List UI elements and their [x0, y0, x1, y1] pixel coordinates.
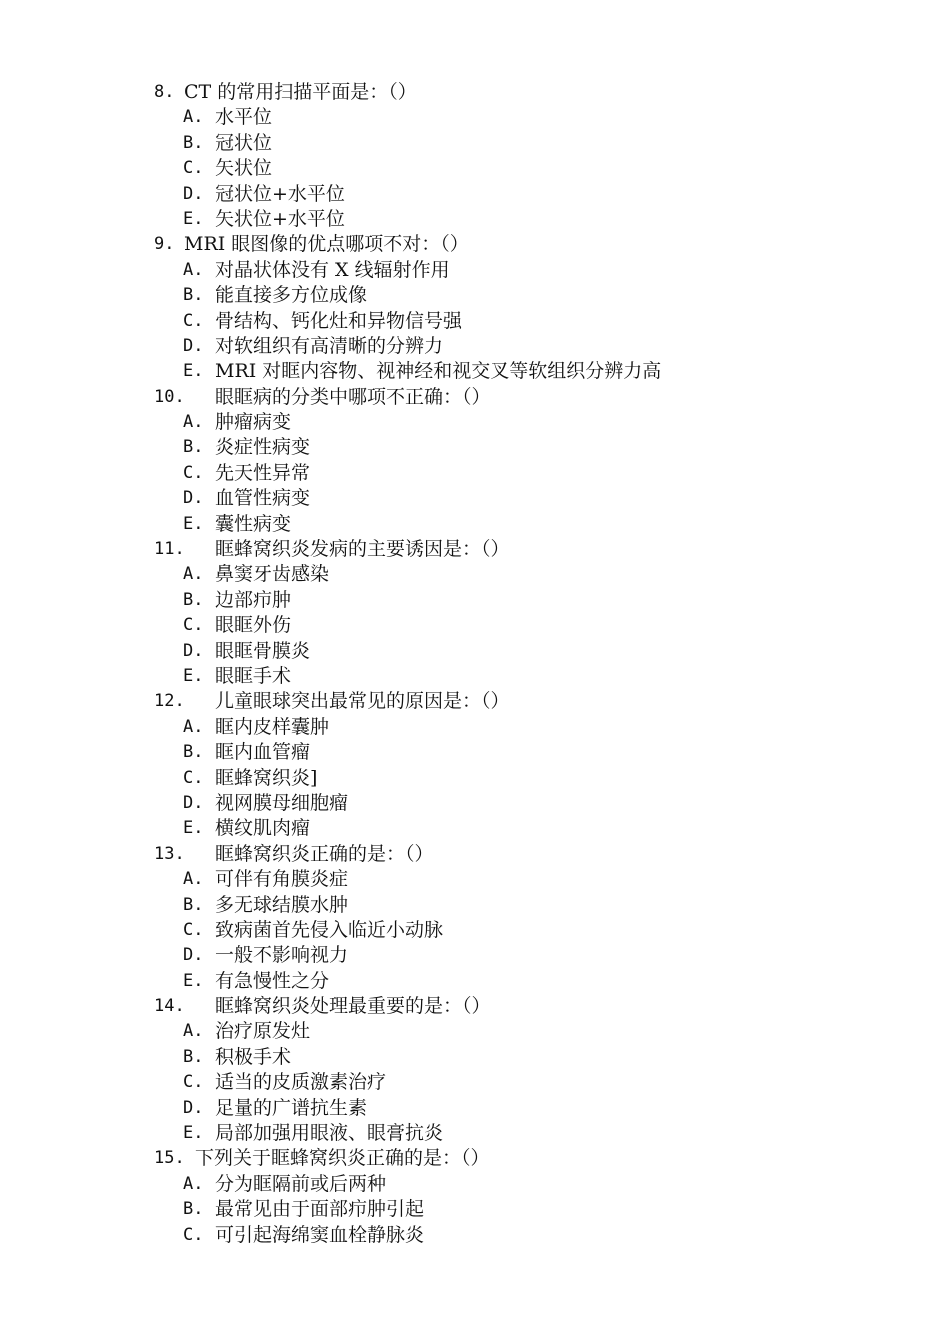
option-letter: A. — [183, 1173, 204, 1194]
option-text: 视网膜母细胞瘤 — [215, 791, 349, 814]
option-text: 对晶状体没有 X 线辐射作用 — [215, 258, 450, 281]
question-number: 15. — [154, 1148, 185, 1169]
option-item — [154, 588, 661, 613]
option-letter: C. — [183, 767, 204, 788]
option-item — [154, 918, 661, 943]
option-letter: E. — [183, 665, 204, 686]
option-text: 冠状位 — [215, 131, 273, 154]
option-text: 眼眶外伤 — [215, 614, 292, 637]
option-letter: D. — [183, 945, 204, 966]
option-text: 水平位 — [215, 106, 273, 129]
option-text: 矢状位 — [215, 157, 273, 180]
option-letter: A. — [183, 869, 204, 890]
option-text: 眶蜂窝织炎] — [215, 766, 318, 789]
option-item — [154, 410, 661, 435]
option-item — [154, 664, 661, 689]
option-text: 足量的广谱抗生素 — [215, 1096, 368, 1119]
question-stem — [154, 689, 661, 714]
option-item — [154, 1197, 661, 1222]
option-letter: D. — [183, 183, 204, 204]
option-letter: B. — [183, 1046, 204, 1067]
question-number: 14. — [154, 996, 185, 1017]
option-letter: E. — [183, 513, 204, 534]
option-text: 有急慢性之分 — [215, 969, 330, 992]
question-text: CT 的常用扫描平面是：（） — [184, 81, 417, 103]
option-item — [154, 105, 661, 130]
question-stem — [154, 537, 661, 562]
question-number: 11. — [154, 539, 185, 560]
option-letter: B. — [183, 589, 204, 610]
option-text: 适当的皮质激素治疗 — [215, 1071, 387, 1094]
option-text: 能直接多方位成像 — [215, 284, 368, 307]
option-letter: E. — [183, 361, 204, 382]
option-item — [154, 334, 661, 359]
option-letter: B. — [183, 742, 204, 763]
option-item — [154, 435, 661, 460]
question-text: 下列关于眶蜂窝织炎正确的是：（） — [195, 1147, 490, 1170]
option-letter: A. — [183, 716, 204, 737]
option-text: 眶内皮样囊肿 — [215, 715, 330, 738]
option-text: 眶内血管瘤 — [215, 741, 311, 764]
option-item — [154, 766, 661, 791]
option-text: 矢状位+水平位 — [215, 207, 345, 230]
option-letter: A. — [183, 107, 204, 128]
question-stem — [154, 994, 661, 1019]
question-list — [154, 80, 661, 1248]
option-letter: A. — [183, 564, 204, 585]
option-item — [154, 791, 661, 816]
option-letter: C. — [183, 1072, 204, 1093]
option-item — [154, 613, 661, 638]
option-letter: A. — [183, 259, 204, 280]
option-item — [154, 131, 661, 156]
option-letter: E. — [183, 1123, 204, 1144]
option-item — [154, 1019, 661, 1044]
option-text: 炎症性病变 — [215, 436, 311, 459]
option-text: 最常见由于面部疖肿引起 — [215, 1198, 425, 1221]
option-item — [154, 461, 661, 486]
option-item — [154, 1096, 661, 1121]
option-text: 骨结构、钙化灶和异物信号强 — [215, 309, 463, 332]
option-letter: C. — [183, 462, 204, 483]
option-item — [154, 283, 661, 308]
option-item — [154, 182, 661, 207]
option-text: 局部加强用眼液、眼膏抗炎 — [215, 1122, 444, 1145]
question-stem — [154, 80, 661, 105]
question-text: MRI 眼图像的优点哪项不对：（） — [184, 233, 469, 256]
option-item — [154, 156, 661, 181]
option-letter: B. — [183, 132, 204, 153]
option-text: 眼眶手术 — [215, 664, 292, 687]
option-text: 一般不影响视力 — [215, 944, 349, 967]
option-letter: B. — [183, 894, 204, 915]
question-text: 眼眶病的分类中哪项不正确：（） — [215, 385, 491, 408]
question-number: 13. — [154, 843, 185, 864]
option-text: 积极手术 — [215, 1045, 292, 1068]
option-item — [154, 1223, 661, 1248]
option-text: MRI 对眶内容物、视神经和视交叉等软组织分辨力高 — [215, 360, 662, 383]
option-text: 冠状位+水平位 — [215, 182, 345, 205]
option-text: 可引起海绵窦血栓静脉炎 — [215, 1223, 425, 1246]
option-text: 血管性病变 — [215, 487, 311, 510]
option-text: 分为眶隔前或后两种 — [215, 1172, 387, 1195]
question-stem — [154, 385, 661, 410]
option-letter: A. — [183, 1021, 204, 1042]
option-letter: B. — [183, 437, 204, 458]
question-number: 8. — [154, 82, 175, 102]
option-item — [154, 715, 661, 740]
option-letter: D. — [183, 792, 204, 813]
option-item — [154, 258, 661, 283]
question-stem — [154, 1146, 661, 1171]
option-item — [154, 562, 661, 587]
option-text: 致病菌首先侵入临近小动脉 — [215, 918, 444, 941]
option-letter: D. — [183, 640, 204, 661]
option-item — [154, 309, 661, 334]
option-item — [154, 867, 661, 892]
question-text: 眶蜂窝织炎发病的主要诱因是：（） — [215, 538, 510, 561]
option-item — [154, 359, 661, 384]
option-item — [154, 1172, 661, 1197]
option-letter: E. — [183, 970, 204, 991]
question-number: 12. — [154, 691, 185, 712]
option-letter: B. — [183, 285, 204, 306]
option-letter: C. — [183, 310, 204, 331]
question-stem — [154, 232, 661, 257]
option-text: 多无球结膜水肿 — [215, 893, 349, 916]
option-letter: D. — [183, 1097, 204, 1118]
option-text: 鼻窦牙齿感染 — [215, 563, 330, 586]
option-letter: C. — [183, 1224, 204, 1245]
option-item — [154, 969, 661, 994]
option-letter: E. — [183, 208, 204, 229]
option-item — [154, 512, 661, 537]
option-letter: A. — [183, 412, 204, 433]
option-item — [154, 1045, 661, 1070]
option-item — [154, 1121, 661, 1146]
option-text: 边部疖肿 — [215, 588, 292, 611]
option-text: 先天性异常 — [215, 461, 311, 484]
option-letter: C. — [183, 615, 204, 636]
option-item — [154, 740, 661, 765]
option-text: 治疗原发灶 — [215, 1020, 311, 1043]
option-item — [154, 207, 661, 232]
option-item — [154, 639, 661, 664]
option-letter: C. — [183, 158, 204, 179]
option-text: 眼眶骨膜炎 — [215, 639, 311, 662]
question-text: 儿童眼球突出最常见的原因是：（） — [215, 690, 510, 713]
option-item — [154, 486, 661, 511]
option-letter: D. — [183, 335, 204, 356]
option-text: 横纹肌肉瘤 — [215, 817, 311, 840]
option-text: 囊性病变 — [215, 512, 292, 535]
option-text: 可伴有角膜炎症 — [215, 868, 349, 891]
option-item — [154, 1070, 661, 1095]
question-number: 10. — [154, 386, 185, 407]
option-item — [154, 816, 661, 841]
option-item — [154, 893, 661, 918]
option-letter: B. — [183, 1199, 204, 1220]
option-letter: C. — [183, 919, 204, 940]
question-text: 眶蜂窝织炎处理最重要的是：（） — [215, 995, 491, 1018]
question-stem — [154, 842, 661, 867]
option-item — [154, 943, 661, 968]
question-number: 9. — [154, 234, 175, 255]
option-text: 肿瘤病变 — [215, 411, 292, 434]
option-letter: D. — [183, 488, 204, 509]
option-letter: E. — [183, 818, 204, 839]
question-text: 眶蜂窝织炎正确的是：（） — [215, 842, 434, 865]
option-text: 对软组织有高清晰的分辨力 — [215, 334, 444, 357]
